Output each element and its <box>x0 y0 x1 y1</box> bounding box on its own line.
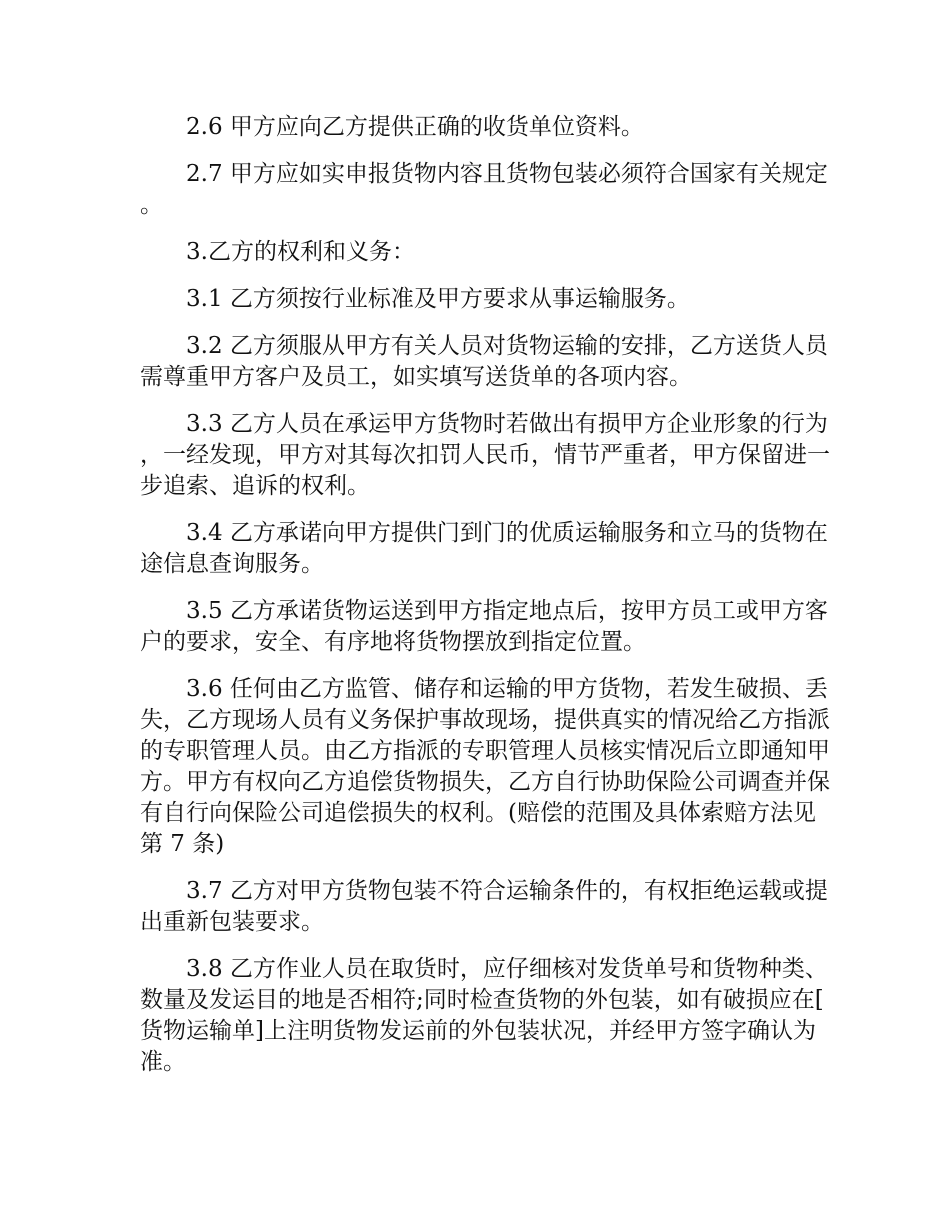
clause-3-8: 3.8 乙方作业人员在取货时，应仔细核对发货单号和货物种类、数量及发运目的地是否相符;同时检查货物的外包装，如有破损应在[货物运输单]上注明货物发运前的外包装状况，并经甲方签字确认为准。 <box>140 956 828 1075</box>
clause-3-3: 3.3 乙方人员在承运甲方货物时若做出有损甲方企业形象的行为，一经发现，甲方对其每次扣罚人民币，情节严重者，甲方保留进一步追索、追诉的权利。 <box>140 411 830 499</box>
clause-3-7: 3.7 乙方对甲方货物包装不符合运输条件的，有权拒绝运载或提出重新包装要求。 <box>140 878 828 935</box>
clause-3-6: 3.6 任何由乙方监管、储存和运输的甲方货物，若发生破损、丢失，乙方现场人员有义务保护事故现场，提供真实的情况给乙方指派的专职管理人员。由乙方指派的专职管理人员核实情况后立即通知甲方。甲方有权向乙方追偿货物损失，乙方自行协助保险公司调查并保有自行向保险公司追偿损失的权利。(赔偿的范围及具体索赔方法见第 7 条) <box>140 676 830 857</box>
clause-3-4: 3.4 乙方承诺向甲方提供门到门的优质运输服务和立马的货物在途信息查询服务。 <box>140 520 828 577</box>
section-3-heading: 3.乙方的权利和义务： <box>186 239 415 265</box>
clause-2-7: 2.7 甲方应如实申报货物内容且货物包装必须符合国家有关规定。 <box>140 161 828 218</box>
document-body <box>140 112 830 1094</box>
clause-3-1: 3.1 乙方须按行业标准及甲方要求从事运输服务。 <box>186 286 690 312</box>
clause-3-5: 3.5 乙方承诺货物运送到甲方指定地点后，按甲方员工或甲方客户的要求，安全、有序地将货物摆放到指定位置。 <box>140 598 828 655</box>
clause-2-6: 2.6 甲方应向乙方提供正确的收货单位资料。 <box>186 114 644 140</box>
clause-3-2: 3.2 乙方须服从甲方有关人员对货物运输的安排，乙方送货人员需尊重甲方客户及员工，如实填写送货单的各项内容。 <box>140 333 828 390</box>
